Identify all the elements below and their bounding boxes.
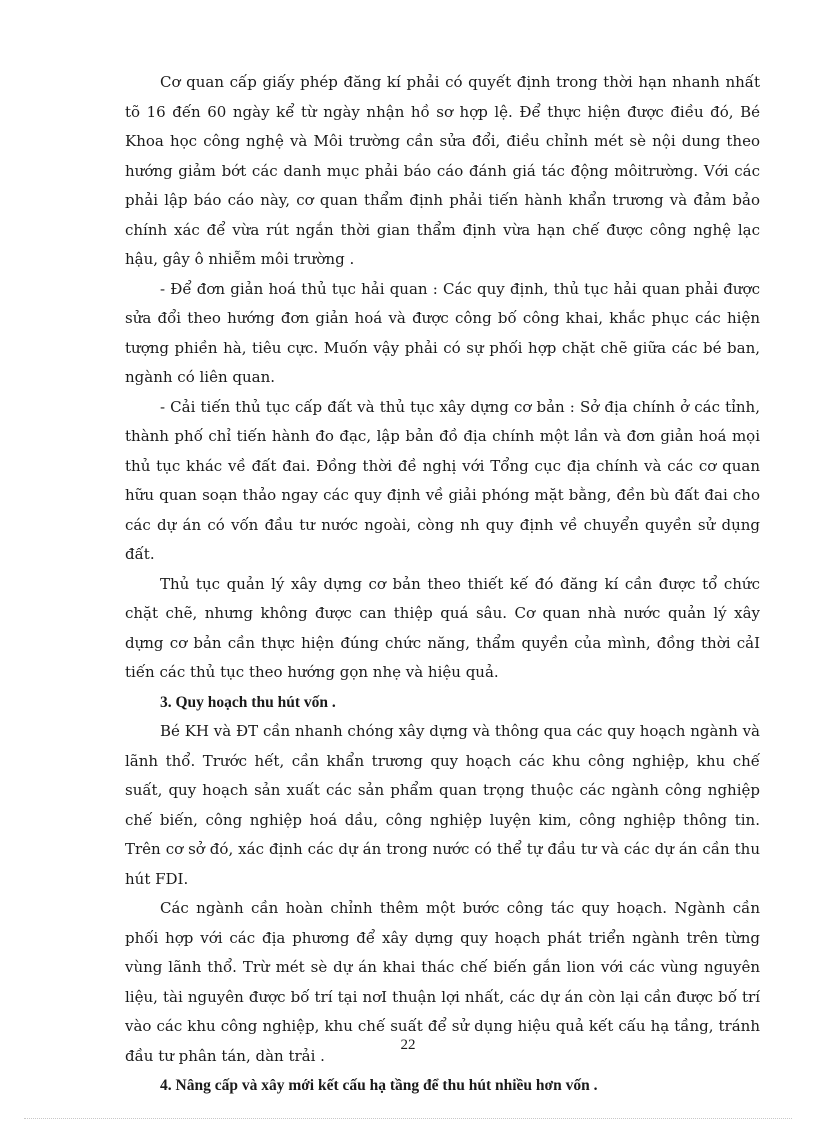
document-page <box>125 68 760 1101</box>
section-heading-3: 3. Quy hoạch thu hút vốn . <box>160 693 336 711</box>
page-number: 22 <box>400 1037 416 1053</box>
paragraph-sector-planning: Các ngành cần hoàn chỉnh thêm một bước công tác quy hoạch. Ngành cần phối hợp với các địa phương để xây dựng quy hoạch phát triển ngành trên từng vùng lãnh thổ. Trừ mét sè dự án khai thác chế biến gắn lion với các vùng nguyên liệu, tài nguyên được bố trí tại nơI thuận lợi nhất, các dự án còn lại cần được bố trí vào các khu công nghiệp, khu chế suất để sử dụng hiệu quả kết cấu hạ tầng, tránh đầu tư phân tán, dàn trải . <box>125 899 760 1065</box>
paragraph-evaluation-permits: Cơ quan cấp giấy phép đăng kí phải có quyết định trong thời hạn nhanh nhất tõ 16 đến 60 ngày kể từ ngày nhận hồ sơ hợp lệ. Để thực hiện được điều đó, Bé Khoa học công nghệ và Môi trường cần sửa đổi, điều chỉnh mét sè nội dung theo hướng giảm bớt các danh mục phải báo cáo đánh giá tác động môitrường. Với các phải lập báo cáo này, cơ quan thẩm định phải tiến hành khẩn trương và đảm bảo chính xác để vừa rút ngắn thời gian thẩm định vừa hạn chế được công nghệ lạc hậu, gây ô nhiễm môi trường . <box>125 73 760 268</box>
section-heading-4: 4. Nâng cấp và xây mới kết cấu hạ tầng để thu hút nhiều hơn vốn . <box>160 1077 598 1094</box>
paragraph-planning-ministry: Bé KH và ĐT cần nhanh chóng xây dựng và thông qua các quy hoạch ngành và lãnh thổ. Trước hết, cần khẩn trương quy hoạch các khu công nghiệp, khu chế suất, quy hoạch sản xuất các sản phẩm quan trọng thuộc các ngành công nghiệp chế biến, công nghiệp hoá dầu, công nghiệp luyện kim, công nghiệp thông tin. Trên cơ sở đó, xác định các dự án trong nước có thể tự đầu tư và các dự án cần thu hút FDI. <box>125 722 760 888</box>
paragraph-construction-management: Thủ tục quản lý xây dựng cơ bản theo thiết kế đó đăng kí cần được tổ chức chặt chẽ, nhưng không được can thiệp quá sâu. Cơ quan nhà nước quản lý xây dựng cơ bản cần thực hiện đúng chức năng, thẩm quyền của mình, đồng thời cảI tiến các thủ tục theo hướng gọn nhẹ và hiệu quả. <box>125 574 760 681</box>
paragraph-land-procedures: - Cải tiến thủ tục cấp đất và thủ tục xây dựng cơ bản : Sở địa chính ở các tỉnh, thành phố chỉ tiến hành đo đạc, lập bản đồ địa chính một lần và đơn giản hoá mọi thủ tục khác về đất đai. Đồng thời đề nghị với Tổng cục địa chính và các cơ quan hữu quan soạn thảo ngay các quy định về giải phóng mặt bằng, đền bù đất đai cho các dự án có vốn đầu tư nước ngoài, còng nh quy định về chuyển quyền sử dụng đất. <box>125 397 760 563</box>
page-bottom-edge <box>24 1118 792 1119</box>
paragraph-customs-procedures: - Để đơn giản hoá thủ tục hải quan : Các quy định, thủ tục hải quan phải được sửa đổi theo hướng đơn giản hoá và được công bố công khai, khắc phục các hiện tượng phiền hà, tiêu cực. Muốn vậy phải có sự phối hợp chặt chẽ giữa các bé ban, ngành có liên quan. <box>125 279 760 386</box>
